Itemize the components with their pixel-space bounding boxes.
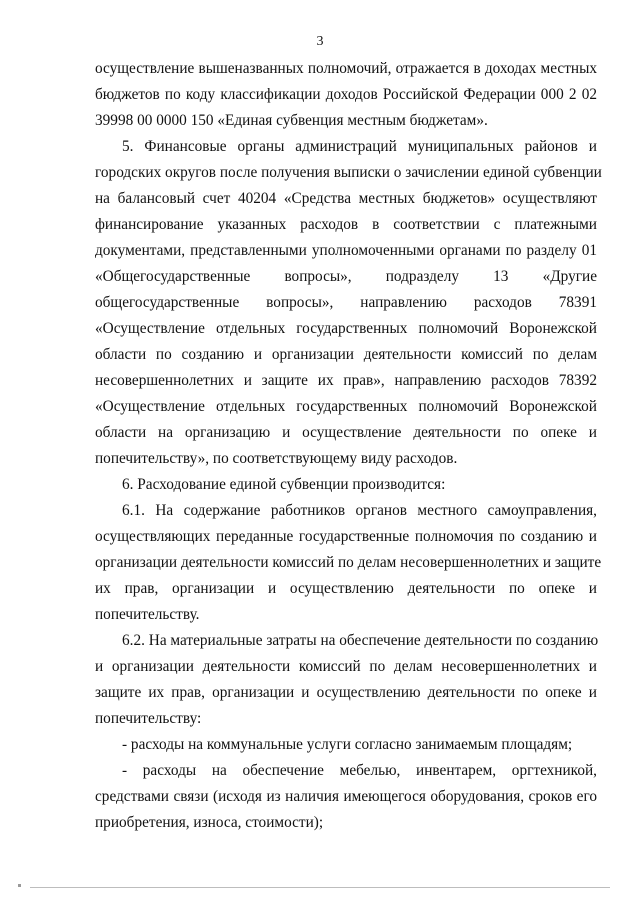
text-line: общегосударственные вопросы», направлению расходов 78391 — [95, 294, 597, 311]
list-item-furniture: - расходы на обеспечение мебелью, инвентарем, оргтехникой, — [122, 762, 597, 779]
text-line: попечительству», по соответствующему виду расходов. — [95, 450, 458, 467]
text-line: приобретения, износа, стоимости); — [95, 814, 324, 831]
text-line: защите их прав, организации и осуществлению деятельности по опеке и — [95, 684, 597, 701]
text-line: документами, представленными уполномоченными органами по разделу 01 — [95, 242, 597, 259]
text-line: попечительству. — [95, 606, 200, 623]
document-body — [95, 56, 602, 836]
page-bottom-rule — [30, 887, 610, 888]
text-line: области на организацию и осуществление деятельности по опеке и — [95, 424, 597, 441]
text-line: средствами связи (исходя из наличия имеющегося оборудования, сроков его — [95, 788, 597, 805]
list-item-utilities: - расходы на коммунальные услуги согласно занимаемым площадям; — [122, 736, 573, 753]
text-line: несовершеннолетних и защите их прав», направлению расходов 78392 — [95, 372, 597, 389]
paragraph-6-2-start: 6.2. На материальные затраты на обеспечение деятельности по созданию — [122, 632, 599, 649]
text-line: их прав, организации и осуществлению деятельности по опеке и — [95, 580, 597, 597]
text-line: «Осуществление отдельных государственных полномочий Воронежской — [95, 320, 597, 337]
text-line: финансирование указанных расходов в соответствии с платежными — [95, 216, 597, 233]
paragraph-6-heading: 6. Расходование единой субвенции производится: — [122, 476, 446, 493]
text-line: 39998 00 0000 150 «Единая субвенция местным бюджетам». — [95, 112, 488, 129]
text-line: осуществляющих переданные государственные полномочия по созданию и — [95, 528, 597, 545]
page-number: 3 — [316, 34, 324, 49]
scan-mark — [18, 884, 21, 887]
text-line: на балансовый счет 40204 «Средства местных бюджетов» осуществляют — [95, 190, 597, 207]
paragraph-5-start: 5. Финансовые органы администраций муниципальных районов и — [122, 138, 597, 155]
text-line: «Общегосударственные вопросы», подразделу 13 «Другие — [95, 268, 597, 285]
text-line: организации деятельности комиссий по делам несовершеннолетних и защите — [95, 554, 602, 571]
paragraph-6-1-start: 6.1. На содержание работников органов местного самоуправления, — [122, 502, 597, 519]
text-line: области по созданию и организации деятельности комиссий по делам — [95, 346, 597, 363]
text-line: попечительству: — [95, 710, 202, 727]
text-line: «Осуществление отдельных государственных полномочий Воронежской — [95, 398, 597, 415]
text-line: и организации деятельности комиссий по делам несовершеннолетних и — [95, 658, 597, 675]
text-line: бюджетов по коду классификации доходов Российской Федерации 000 2 02 — [95, 86, 597, 103]
text-line: осуществление вышеназванных полномочий, отражается в доходах местных — [95, 60, 597, 77]
text-line: городских округов после получения выписки о зачислении единой субвенции — [95, 164, 602, 181]
